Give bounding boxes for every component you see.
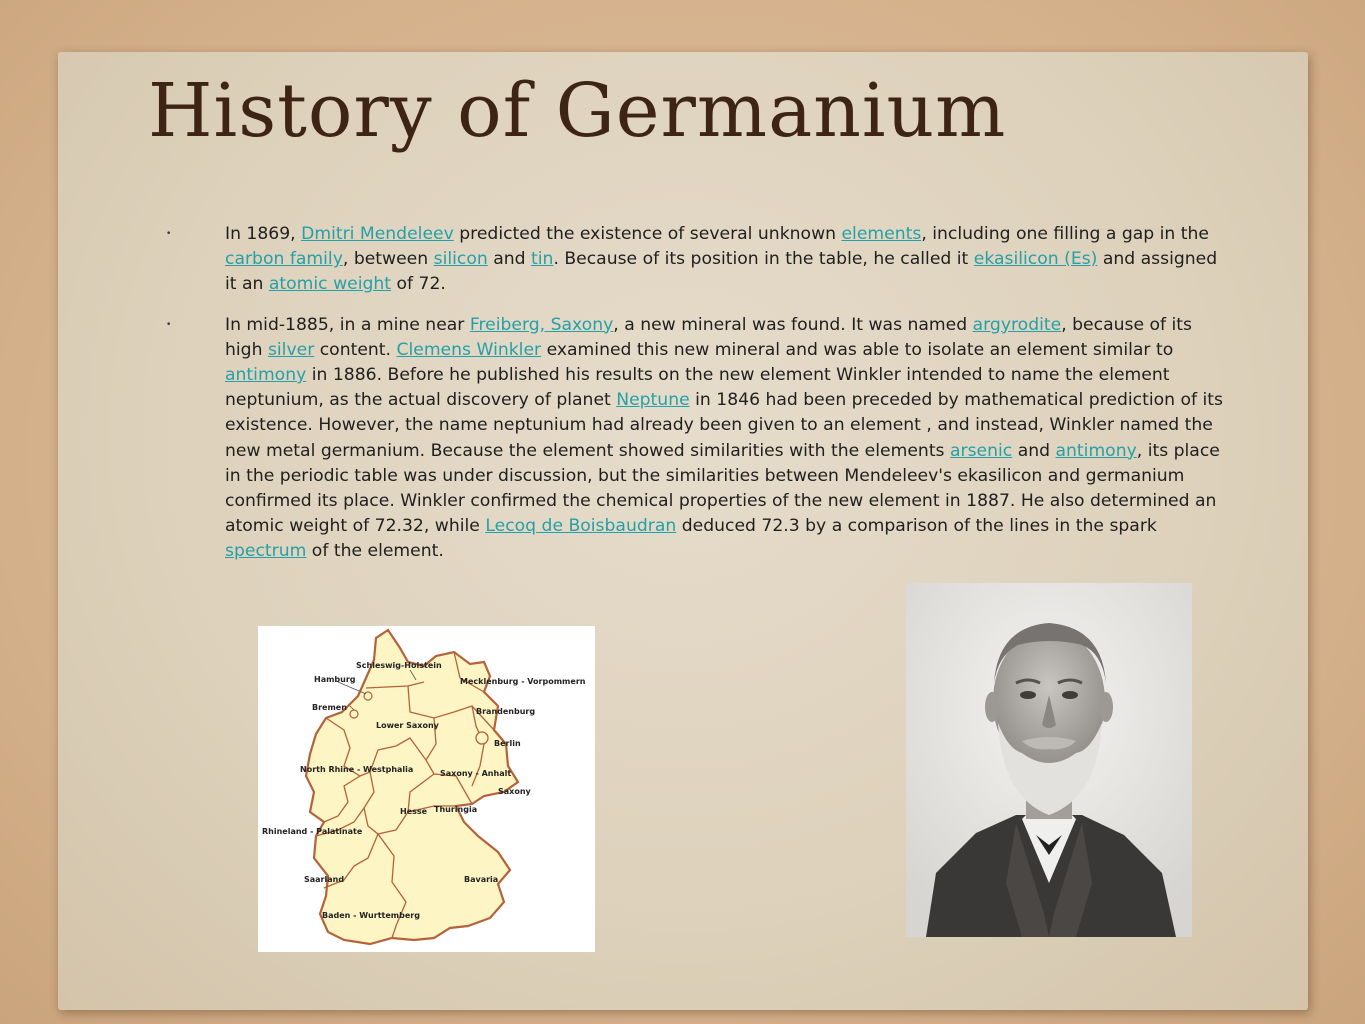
person-portrait-photo — [906, 583, 1192, 937]
berlin-marker — [476, 732, 488, 744]
link-argyrodite[interactable]: argyrodite — [972, 314, 1062, 335]
slide-title: History of Germanium — [148, 68, 1007, 154]
bremen-marker — [350, 710, 358, 718]
link-arsenic[interactable]: arsenic — [949, 440, 1013, 461]
link-tin[interactable]: tin — [531, 249, 554, 270]
germany-map-drawing — [258, 626, 595, 952]
label-saxony-anhalt: Saxony - Anhalt — [440, 769, 512, 778]
link-spectrum[interactable]: spectrum — [225, 541, 307, 562]
label-rhineland: Rhineland - Palatinate — [262, 827, 363, 836]
link-carbon-family[interactable]: carbon family — [225, 249, 343, 270]
label-thuringia: Thuringia — [434, 805, 478, 814]
bullet-paragraph-winkler: • In mid-1885, in a mine near Freiberg, Saxony, a new mineral was found. It was named argyrodite, because of its high silver content. Clemens Winkler examined this new mineral and was able to isolate an element similar to antimony in 1886. Before he published his results on the new element Winkler intended to name the element neptunium, as the actual discovery of planet Neptune in 1846 had been preceded by mathematical prediction of its existence. However, the name neptunium had already been given to an element , and instead, Winkler named the new metal germanium. Because the element showed similarities with the elements arsenic and antimony, its place in the periodic table was under discussion, but the similarities between Mendeleev's ekasilicon and germanium confirmed its place. Winkler confirmed the chemical properties of the new element in 1887. He also determined an atomic weight of 72.32, while Lecoq de Boisbaudran deduced 72.3 by a comparison of the lines in the spark spectrum of the element. — [160, 313, 1228, 565]
bullet-paragraph-mendeleev: • In 1869, Dmitri Mendeleev predicted the existence of several unknown elements, including one filling a gap in the carbon family, between silicon and tin. Because of its position in the table, he called it ekasilicon (Es) and assigned it an atomic weight of 72. — [160, 222, 1228, 298]
label-mecklenburg: Mecklenburg - Vorpommern — [460, 677, 586, 686]
label-saxony: Saxony — [498, 787, 531, 796]
link-dmitri-mendeleev[interactable]: Dmitri Mendeleev — [301, 224, 454, 244]
portrait-drawing — [906, 583, 1192, 937]
label-saarland: Saarland — [304, 875, 345, 884]
link-atomic-weight[interactable]: atomic weight — [268, 274, 392, 295]
link-ekasilicon[interactable]: ekasilicon (Es) — [973, 249, 1098, 270]
link-silver[interactable]: silver — [267, 339, 315, 360]
link-lecoq-de-boisbaudran[interactable]: Lecoq de Boisbaudran — [485, 516, 677, 537]
label-nrw: North Rhine - Westphalia — [300, 765, 414, 774]
hamburg-marker — [364, 692, 372, 700]
link-neptune[interactable]: Neptune — [616, 390, 690, 411]
label-schleswig: Schleswig-Holstein — [356, 661, 442, 670]
label-bavaria: Bavaria — [464, 875, 499, 884]
label-brandenburg: Brandenburg — [476, 707, 536, 716]
label-hesse: Hesse — [400, 807, 428, 816]
label-hamburg: Hamburg — [314, 675, 356, 684]
germany-states-map — [258, 626, 595, 952]
link-elements[interactable]: elements — [841, 224, 922, 244]
label-berlin: Berlin — [494, 739, 521, 748]
label-lower-saxony: Lower Saxony — [376, 721, 439, 730]
bullet-list — [160, 222, 1228, 580]
link-antimony[interactable]: antimony — [225, 365, 307, 386]
link-freiberg-saxony[interactable]: Freiberg, Saxony — [469, 314, 614, 335]
link-silicon[interactable]: silicon — [433, 249, 488, 270]
label-bremen: Bremen — [312, 703, 347, 712]
link-antimony-2[interactable]: antimony — [1055, 440, 1137, 461]
link-clemens-winkler[interactable]: Clemens Winkler — [396, 339, 542, 360]
label-baden: Baden - Wurttemberg — [322, 911, 420, 920]
